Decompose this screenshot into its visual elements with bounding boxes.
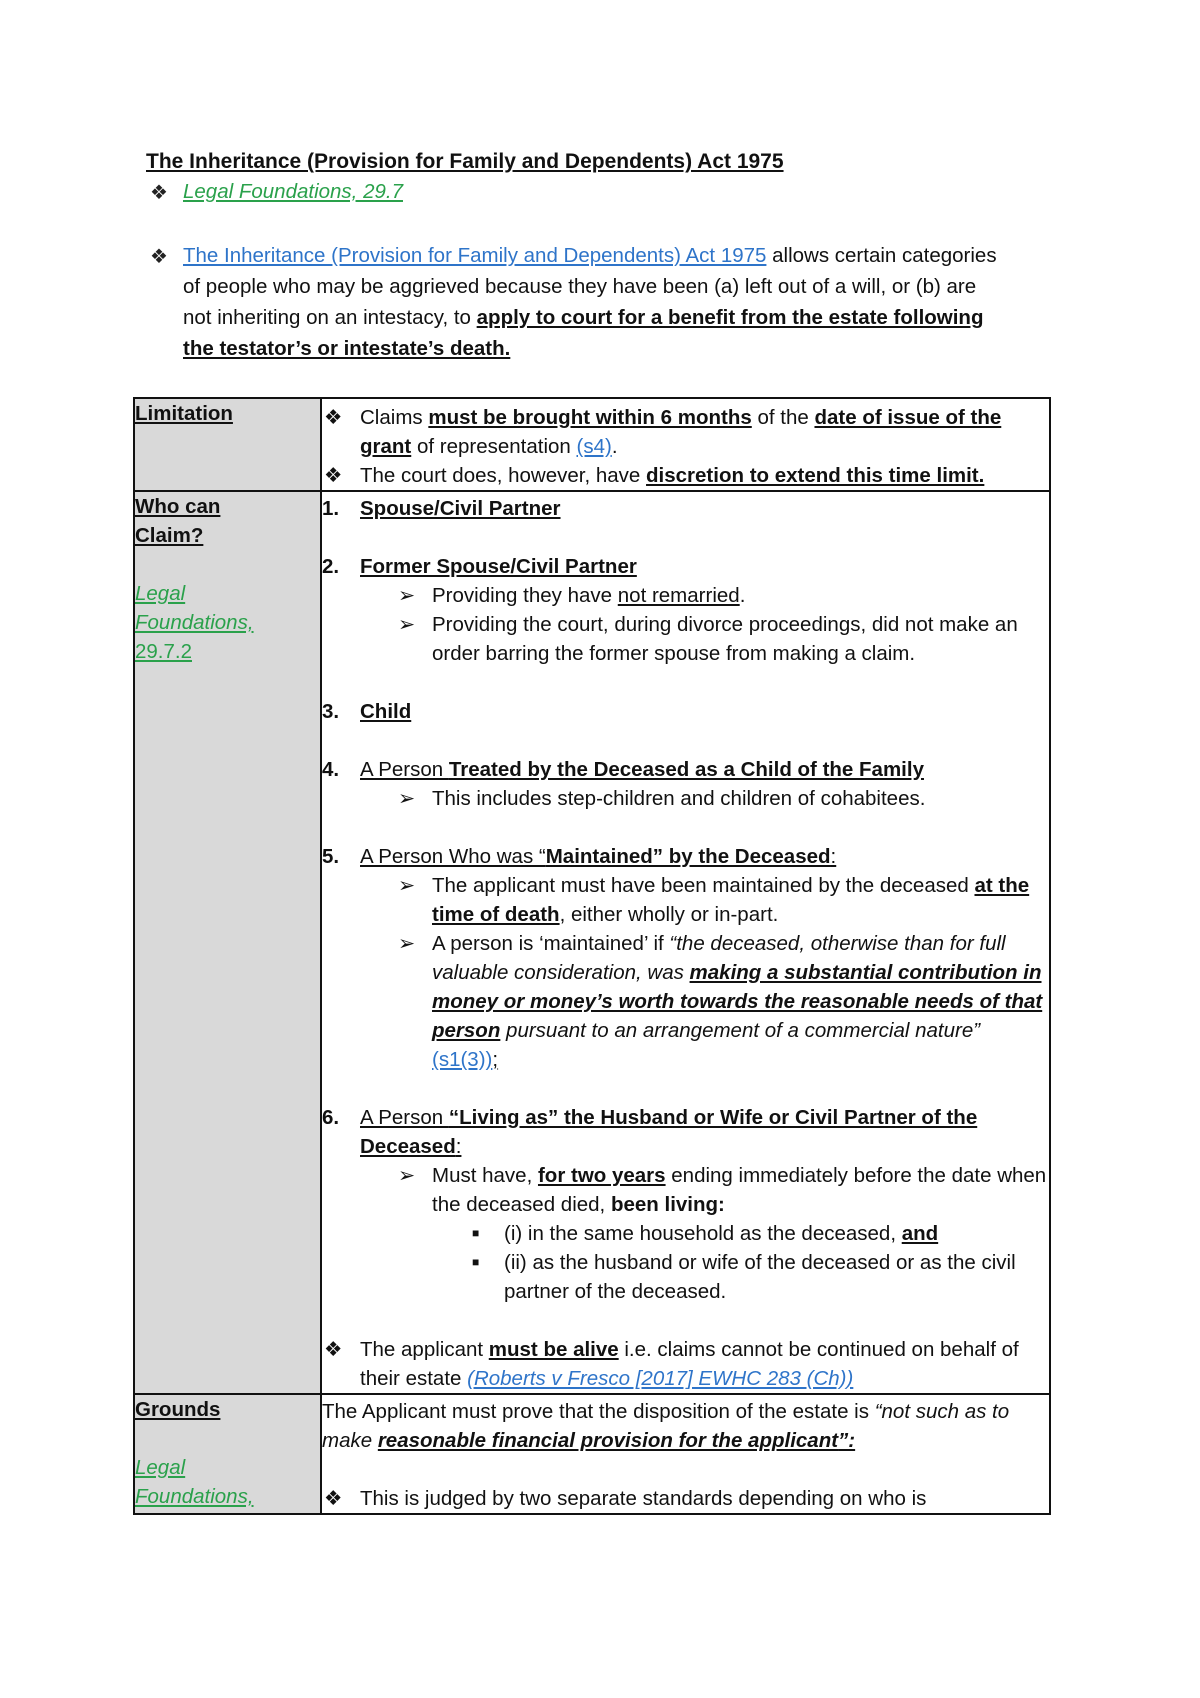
list-item: 4. A Person Treated by the Deceased as a Child of the Family	[322, 758, 924, 781]
table-row	[134, 1394, 1050, 1514]
list-item: 6. A Person “Living as” the Husband or Wife or Civil Partner of the Deceased:	[322, 1106, 978, 1158]
row-content-limitation	[321, 398, 1050, 491]
list-item: ➢ A person is ‘maintained’ if “the deceased, otherwise than for full valuable consideration, was making a substantial contribution in money or money’s worth towards the reasonable needs of that person pursuant to an arrangement of a commercial nature” (s1(3));	[322, 929, 1049, 1074]
list-item: 5. A Person Who was “Maintained” by the Deceased:	[322, 845, 837, 868]
list-item: ➢ This includes step-children and children of cohabitees.	[322, 784, 1049, 813]
list-item: ➢ Providing the court, during divorce proceedings, did not make an order barring the former spouse from making a claim.	[322, 610, 1049, 668]
intro-line-4: the testator’s or intestate’s death.	[183, 337, 511, 360]
list-item: ■ (i) in the same household as the deceased, and	[322, 1219, 1049, 1248]
s4-link[interactable]: (s4)	[576, 435, 612, 458]
legal-foundations-link[interactable]: Legal Foundations, 29.7	[183, 180, 403, 203]
arrow-bullet-icon: ➢	[398, 613, 416, 636]
intro-line-2: of people who may be aggrieved because they have been (a) left out of a will, or (b) are	[183, 275, 977, 298]
table-row	[134, 491, 1050, 1394]
document-title: The Inheritance (Provision for Family and Dependents) Act 1975	[146, 150, 784, 173]
diamond-bullet-icon: ❖	[324, 1338, 343, 1361]
row-label-limitation: Limitation	[134, 398, 321, 491]
table-row	[134, 398, 1050, 491]
roberts-v-fresco-link[interactable]: (Roberts v Fresco [2017] EWHC 283 (Ch))	[467, 1367, 854, 1390]
row-content-grounds	[321, 1394, 1050, 1514]
s1-3-link[interactable]: (s1(3))	[432, 1048, 493, 1071]
list-item: ➢ The applicant must have been maintained by the deceased at the time of death, either wholly or in-part.	[322, 871, 1049, 929]
list-item: 3. Child	[322, 700, 412, 723]
intro-line-3: not inheriting on an intestacy, to apply to court for a benefit from the estate following	[183, 306, 984, 329]
diamond-bullet-icon: ❖	[150, 182, 168, 204]
diamond-bullet-icon: ❖	[324, 464, 343, 487]
arrow-bullet-icon: ➢	[398, 874, 416, 897]
diamond-bullet-icon: ❖	[150, 246, 168, 268]
row-label-who-can-claim: Who can Claim? Legal Foundations, 29.7.2	[134, 491, 321, 1394]
legal-foundations-link[interactable]: Foundations,	[135, 611, 254, 634]
legal-foundations-link[interactable]: Foundations,	[135, 1485, 254, 1508]
list-item: ❖ Claims must be brought within 6 months of the date of issue of the grant of representation (s4).	[322, 403, 1049, 461]
square-bullet-icon: ■	[472, 1255, 480, 1269]
legal-foundations-link[interactable]: Legal	[135, 1456, 186, 1479]
arrow-bullet-icon: ➢	[398, 932, 416, 955]
arrow-bullet-icon: ➢	[398, 1164, 416, 1187]
row-content-who-can-claim	[321, 491, 1050, 1394]
act-link[interactable]: The Inheritance (Provision for Family and Dependents) Act 1975	[183, 244, 767, 267]
legal-foundations-link[interactable]: Legal	[135, 582, 186, 605]
arrow-bullet-icon: ➢	[398, 787, 416, 810]
diamond-bullet-icon: ❖	[324, 406, 343, 429]
arrow-bullet-icon: ➢	[398, 584, 416, 607]
intro-line-1: The Inheritance (Provision for Family and Dependents) Act 1975 allows certain categories	[183, 244, 997, 267]
list-item: ➢ Must have, for two years ending immediately before the date when the deceased died, been living:	[322, 1161, 1049, 1219]
act-summary-table	[133, 397, 1051, 1515]
list-item: 1. Spouse/Civil Partner	[322, 497, 561, 520]
row-label-grounds: Grounds Legal Foundations,	[134, 1394, 321, 1514]
list-item: ❖ The court does, however, have discretion to extend this time limit.	[322, 461, 1049, 490]
square-bullet-icon: ■	[472, 1226, 480, 1240]
grounds-paragraph: The Applicant must prove that the disposition of the estate is “not such as to make reasonable financial provision for the applicant”:	[322, 1400, 1010, 1452]
list-item: ❖ The applicant must be alive i.e. claims cannot be continued on behalf of their estate (Roberts v Fresco [2017] EWHC 283 (Ch))	[322, 1335, 1049, 1393]
diamond-bullet-icon: ❖	[324, 1487, 343, 1510]
list-item: 2. Former Spouse/Civil Partner	[322, 555, 637, 578]
list-item: ➢ Providing they have not remarried.	[322, 581, 1049, 610]
list-item: ❖ This is judged by two separate standards depending on who is	[322, 1484, 1049, 1513]
list-item: ■ (ii) as the husband or wife of the deceased or as the civil partner of the deceased.	[322, 1248, 1049, 1306]
legal-foundations-link[interactable]: 29.7.2	[135, 640, 192, 663]
